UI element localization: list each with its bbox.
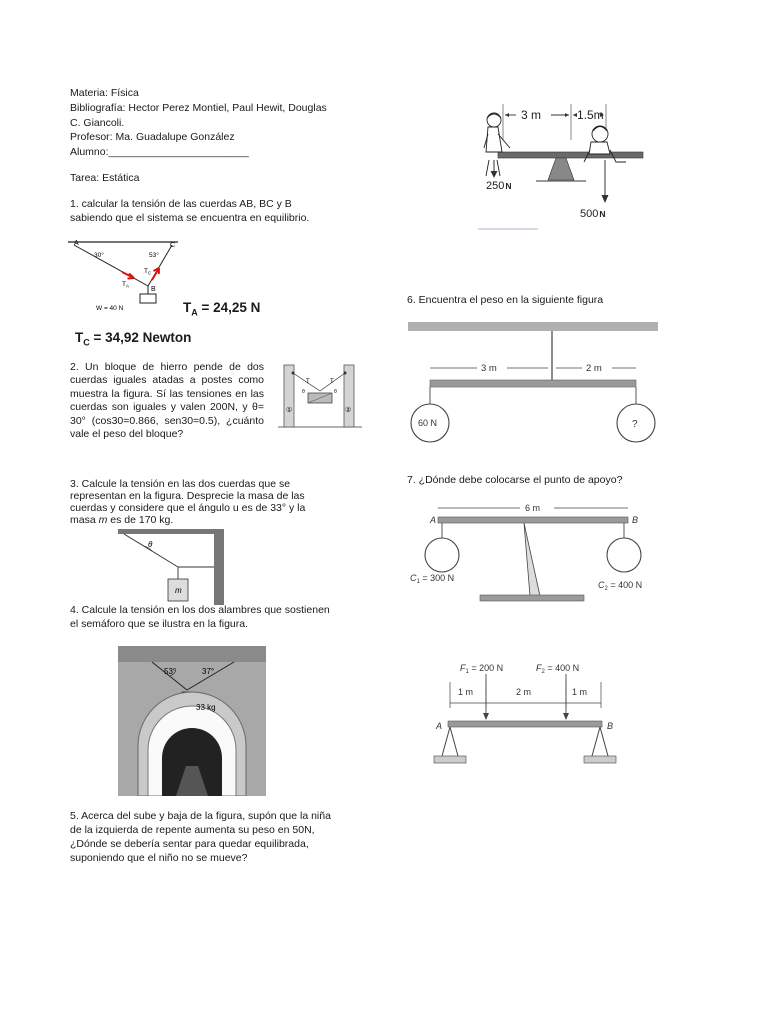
- q5-seesaw-figure: [476, 100, 646, 232]
- q6-text: 6. Encuentra el peso en la siguiente figura: [407, 294, 604, 306]
- q8-fig-distance-2: 2 m: [516, 687, 532, 697]
- q3-fig-mass: m: [175, 586, 182, 595]
- q4-text-line-2: el semáforo que se ilustra en la figura.: [70, 618, 249, 630]
- q1-answer-tc: $T_C = 34,92$ Newton: [75, 330, 192, 348]
- q8-fig-label-b: B: [607, 721, 614, 731]
- q2-fig-post-1: ①: [286, 407, 293, 414]
- q3-text-line-4: masa m es de 170 kg.: [70, 514, 174, 526]
- q2-fig-post-2: ②: [345, 407, 352, 414]
- q6-fig-weight-unknown: ?: [632, 419, 638, 430]
- q5-fig-distance-1: 3 m: [521, 108, 542, 122]
- q4-fig-angle-right: 37°: [202, 667, 215, 676]
- q7-fig-weight-c1: $C_1 = 300$ N: [410, 573, 455, 585]
- q2-figure: [278, 361, 362, 429]
- q8-fig-label-a: A: [436, 721, 443, 731]
- q1-fig-angle-left: 30°: [94, 252, 104, 259]
- q4-fig-mass: 33 kg: [196, 703, 216, 712]
- professor-line: Profesor: Ma. Guadalupe González: [70, 131, 235, 143]
- q5-fig-weight-left: 250N: [486, 180, 512, 192]
- assignment-title: Tarea: Estática: [70, 172, 140, 184]
- q4-fig-angle-left: 53°: [164, 667, 177, 676]
- q8-fig-distance-1: 1 m: [458, 687, 474, 697]
- q1-text-line-1: 1. calcular la tensión de las cuerdas AB, BC y B: [70, 198, 292, 210]
- q3-text-line-3: cuerdas y considere que el ángulo u es de 33° y la: [70, 502, 306, 514]
- bibliography-line-1: Bibliografía: Hector Perez Montiel, Paul Hewit, Douglas: [70, 102, 327, 114]
- q1-fig-ta-label: $T_A$: [122, 281, 129, 289]
- q8-fig-force-1: $F_1 = 200$ N: [460, 663, 504, 675]
- q2-fig-theta-1: θ: [302, 389, 305, 395]
- student-line: Alumno:________________________: [70, 146, 249, 158]
- q3-figure: [118, 529, 228, 605]
- q7-figure: [408, 500, 658, 610]
- q7-fig-weight-c2: $C_2 = 400$ N: [598, 580, 643, 592]
- q2-fig-t1: T: [306, 379, 310, 385]
- q1-fig-label-a: A: [74, 240, 79, 247]
- q7-text: 7. ¿Dónde debe colocarse el punto de apoyo?: [407, 474, 623, 486]
- q7-fig-label-a: A: [430, 515, 437, 525]
- q1-text-line-2: sabiendo que el sistema se encuentra en equilibrio.: [70, 212, 310, 224]
- q3-text-line-1: 3. Calcule la tensión en las dos cuerdas que se: [70, 478, 291, 490]
- q1-fig-label-b: B: [151, 286, 156, 293]
- q6-fig-distance-right: 2 m: [586, 363, 602, 374]
- q1-fig-tc-label: $T_C$: [144, 268, 152, 276]
- q6-fig-weight-known: 60 N: [418, 418, 438, 428]
- q5-text-line-1: 5. Acerca del sube y baja de la figura, supón que la niña: [70, 810, 331, 822]
- q7-fig-length: 6 m: [525, 503, 541, 513]
- q5-fig-weight-right: 500N: [580, 208, 606, 220]
- q1-fig-label-c: C: [170, 242, 176, 249]
- q8-fig-force-2: $F_2 = 400$ N: [536, 663, 580, 675]
- subject-line: Materia: Física: [70, 87, 139, 99]
- q5-text-line-2: de la izquierda de repente aumenta su peso en 50N,: [70, 824, 315, 836]
- q5-fig-distance-2: 1.5m: [577, 108, 604, 122]
- q2-text: 2. Un bloque de hierro pende de dos cuerdas iguales atadas a postes como muestra la figura. Sí las tensiones en las cuerdas son iguales y valen 200N, y θ= 30° (cos30=0.866, sen30=0.5), ¿cuánto vale el peso del bloque?: [70, 361, 264, 441]
- q2-fig-t2: T: [330, 379, 334, 385]
- q8-fig-distance-3: 1 m: [572, 687, 588, 697]
- q1-fig-weight-label: W = 40 N: [96, 305, 124, 312]
- q4-figure: [118, 646, 266, 796]
- q1-answer-ta: $T_A = 24,25$ N: [183, 300, 261, 318]
- q1-fig-angle-right: 53°: [149, 252, 159, 259]
- q3-fig-theta: θ: [148, 540, 153, 549]
- q7-fig-label-b: B: [632, 515, 639, 525]
- q3-text-line-2: representan en la figura. Desprecie la masa de las: [70, 490, 305, 502]
- bibliography-line-2: C. Giancoli.: [70, 117, 125, 129]
- q4-text-line-1: 4. Calcule la tensión en los dos alambres que sostienen: [70, 604, 330, 616]
- q5-text-line-3: ¿Dónde se debería sentar para quedar equilibrada,: [70, 838, 309, 850]
- q2-fig-theta-2: θ: [334, 389, 337, 395]
- q8-figure: [420, 658, 640, 770]
- q6-fig-distance-left: 3 m: [481, 363, 497, 374]
- q6-figure: [408, 322, 658, 452]
- q5-text-line-4: suponiendo que el niño no se mueve?: [70, 852, 248, 864]
